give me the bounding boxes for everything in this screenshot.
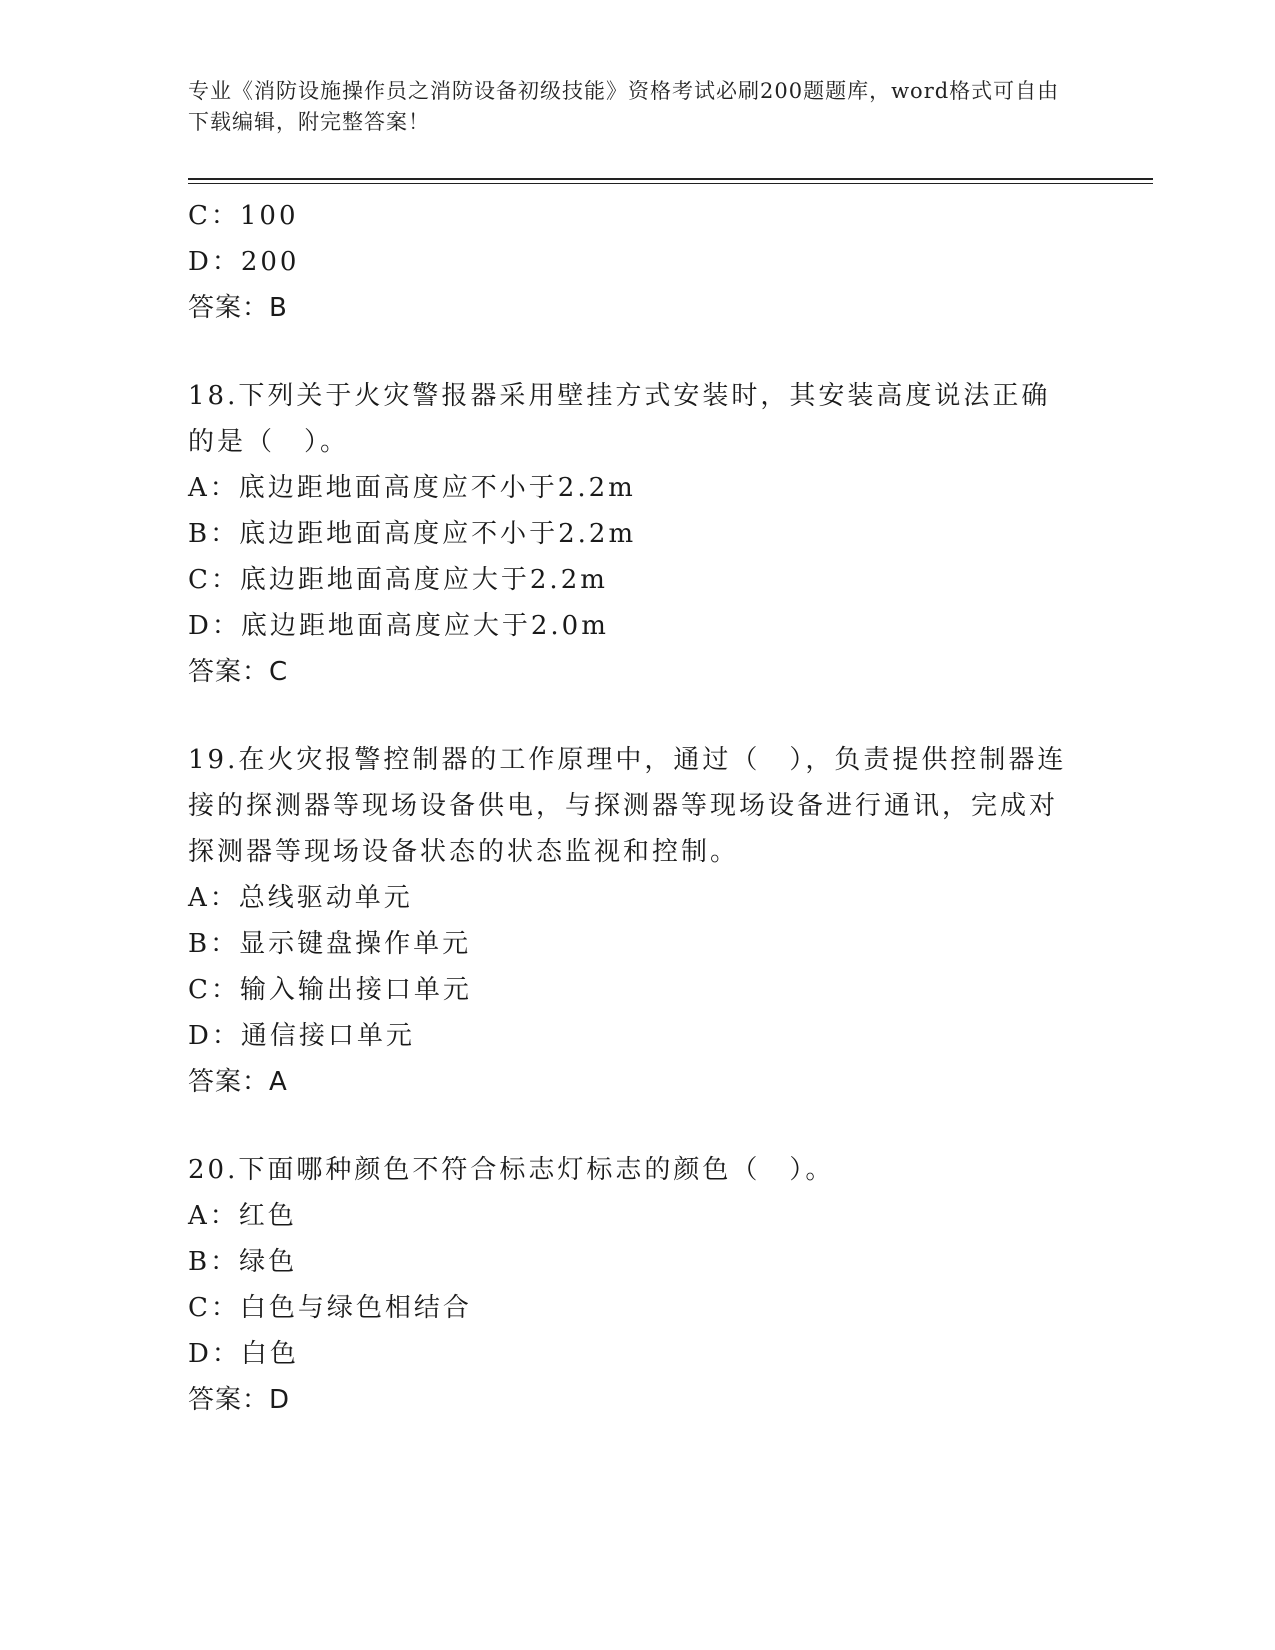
option-d: D：白色: [188, 1339, 299, 1369]
answer-label: 答案：A: [188, 1067, 288, 1097]
option-c: C：底边距地面高度应大于2.2m: [188, 565, 608, 595]
option-d: D：底边距地面高度应大于2.0m: [188, 611, 609, 641]
question-20: [188, 1147, 1088, 1423]
answer-label: 答案：D: [188, 1385, 291, 1415]
option-c: C：输入输出接口单元: [188, 975, 472, 1005]
header-divider-thin: [188, 183, 1153, 184]
option-b: B：显示键盘操作单元: [188, 929, 472, 959]
header-divider-thick: [188, 178, 1153, 180]
option-b: B：绿色: [188, 1247, 298, 1277]
answer-label: 答案：B: [188, 293, 288, 323]
option-a: A：底边距地面高度应不小于2.2m: [188, 473, 636, 503]
spacer: [188, 331, 1088, 373]
question-18: [188, 373, 1088, 695]
question-list: [188, 193, 1088, 1423]
spacer: [188, 1105, 1088, 1147]
option-a: A：总线驱动单元: [188, 883, 413, 913]
question-text: 18.下列关于火灾警报器采用壁挂方式安装时，其安装高度说法正确的是（ ）。: [188, 381, 1051, 457]
question-text: 19.在火灾报警控制器的工作原理中，通过（ ），负责提供控制器连接的探测器等现场设备供电，与探测器等现场设备进行通讯，完成对探测器等现场设备状态的状态监视和控制。: [188, 745, 1067, 867]
option-c: C：100: [188, 201, 299, 231]
question-19: [188, 737, 1088, 1105]
spacer: [188, 695, 1088, 737]
answer-label: 答案：C: [188, 657, 289, 687]
option-d: D：通信接口单元: [188, 1021, 415, 1051]
option-d: D：200: [188, 247, 300, 277]
question-17-continued: [188, 193, 1088, 331]
option-b: B：底边距地面高度应不小于2.2m: [188, 519, 637, 549]
option-c: C：白色与绿色相结合: [188, 1293, 472, 1323]
question-text: 20.下面哪种颜色不符合标志灯标志的颜色（ ）。: [188, 1155, 835, 1185]
document-header: 专业《消防设施操作员之消防设备初级技能》资格考试必刷200题题库，word格式可自由下载编辑，附完整答案！: [188, 79, 1060, 134]
option-a: A：红色: [188, 1201, 297, 1231]
